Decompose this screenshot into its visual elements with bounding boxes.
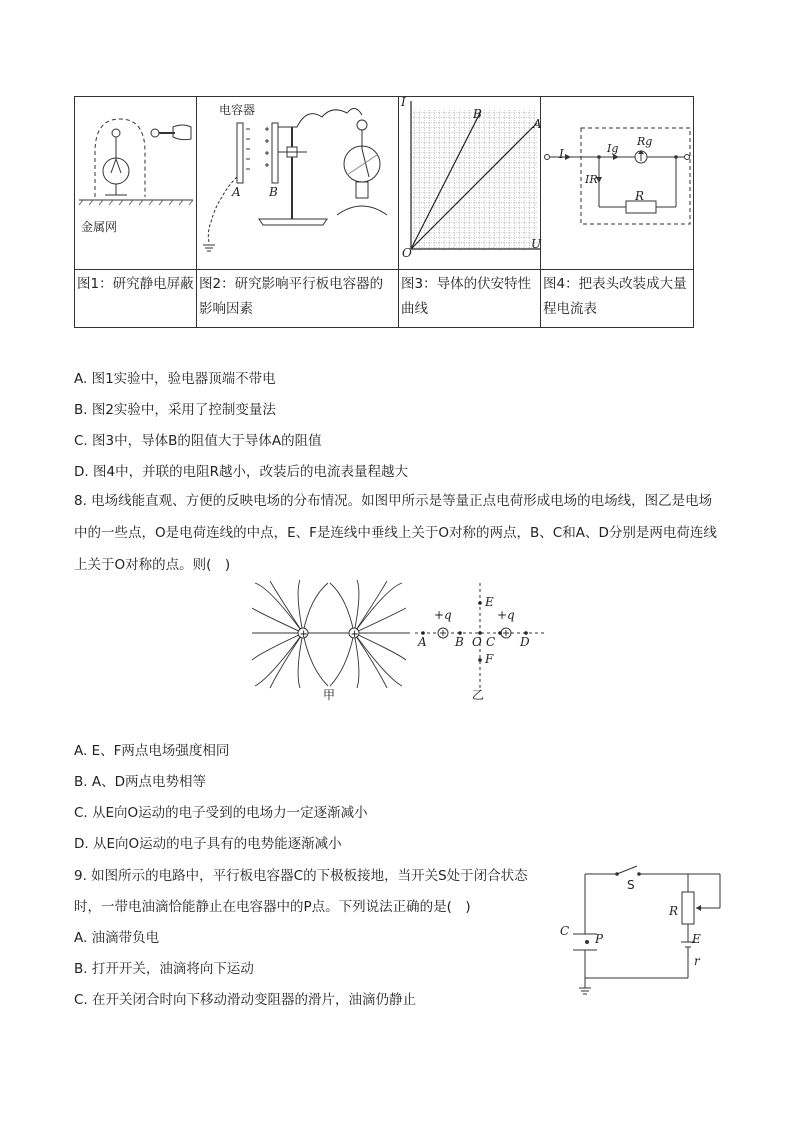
q9-label-p: P — [595, 932, 604, 946]
q7-option-b: B. 图2实验中，采用了控制变量法 — [74, 402, 276, 418]
figure-table — [74, 96, 694, 328]
fig2-label-a: A — [232, 185, 241, 199]
q8-field-lines-diagram — [250, 578, 550, 703]
q8-label-e: E — [485, 595, 494, 609]
q8-label-b: B — [455, 635, 464, 649]
q7-option-c: C. 图3中，导体B的阻值大于导体A的阻值 — [74, 433, 322, 449]
q9-option-c: C. 在开关闭合时向下移动滑动变阻器的滑片，油滴仍静止 — [74, 992, 417, 1008]
fig4-label-rg: Rg — [637, 135, 653, 148]
fig1-electroscope-diagram — [75, 97, 196, 269]
fig3-cell — [399, 97, 541, 270]
fig3-label-o: O — [402, 246, 412, 260]
q9-label-e: E — [692, 932, 701, 946]
q8-option-d: D. 从E向O运动的电子具有的电势能逐渐减小 — [74, 836, 342, 852]
fig4-label-i: I — [559, 147, 564, 161]
q9-option-b: B. 打开开关，油滴将向下运动 — [74, 961, 254, 977]
fig3-label-b: B — [473, 107, 482, 121]
fig2-capacitor-diagram — [197, 97, 398, 269]
fig3-label-u: U — [531, 237, 542, 251]
q8-option-c: C. 从E向O运动的电子受到的电场力一定逐渐减小 — [74, 805, 368, 821]
fig1-mesh-label: 金属网 — [81, 220, 118, 234]
fig4-ammeter-circuit — [541, 97, 693, 269]
q8-label-q2: +q — [497, 608, 515, 622]
q9-label-s: S — [627, 878, 635, 892]
q7-option-d: D. 图4中，并联的电阻R越小，改装后的电流表量程越大 — [74, 464, 408, 480]
fig4-label-ig: Ig — [607, 142, 619, 155]
q8-label-a: A — [418, 635, 427, 649]
q7-option-a: A. 图1实验中，验电器顶端不带电 — [74, 371, 276, 387]
q9-label-c: C — [560, 924, 570, 938]
q8-label-d: D — [520, 635, 530, 649]
fig4-label-ir: IR — [585, 173, 598, 186]
q8-figure — [250, 578, 550, 703]
q8-label-c: C — [486, 635, 496, 649]
fig3-label-a: A — [533, 117, 542, 131]
q8-option-b: B. A、D两点电势相等 — [74, 774, 206, 790]
q8-option-a: A. E、F两点电场强度相同 — [74, 743, 230, 759]
q9-label-r-internal: r — [694, 954, 700, 968]
q8-stem: 8. 电场线能直观、方便的反映电场的分布情况。如图甲所示是等量正点电荷形成电场的电场线，图乙是电场中的一些点，O是电荷连线的中点，E、F是连线中垂线上关于O对称的两点，B、C和A、D分别是两电荷连线上关于O对称的点。则( ) — [74, 493, 717, 573]
q9-label-r: R — [669, 904, 679, 918]
fig1-caption: 图1：研究静电屏蔽 — [75, 270, 197, 328]
q8-label-f: F — [485, 652, 494, 666]
q9-stem-line1: 9. 如图所示的电路中，平行板电容器C的下极板接地，当开关S处于闭合状态 — [74, 868, 528, 884]
fig4-caption: 图4：把表头改装成大量程电流表 — [541, 270, 694, 328]
fig1-cell — [75, 97, 197, 270]
q8-label-q1: +q — [434, 608, 452, 622]
q8-label-yi: 乙 — [472, 688, 485, 702]
fig2-caption: 图2：研究影响平行板电容器的影响因素 — [197, 270, 399, 328]
q9-stem-line2: 时，一带电油滴恰能静止在电容器中的P点。下列说法正确的是( ) — [74, 899, 471, 915]
svg-text:+: + — [350, 629, 359, 640]
fig2-cell — [197, 97, 399, 270]
fig3-label-i: I — [401, 95, 406, 109]
fig2-capacitor-label: 电容器 — [219, 103, 256, 117]
fig4-cell — [541, 97, 694, 270]
q9-option-a: A. 油滴带负电 — [74, 930, 160, 946]
q9-figure — [555, 862, 725, 1017]
svg-text:+: + — [299, 629, 308, 640]
q8-label-o: O — [472, 635, 482, 649]
fig2-label-b: B — [269, 185, 278, 199]
q8-label-jia: 甲 — [323, 688, 336, 702]
fig4-label-r: R — [635, 189, 645, 203]
fig3-caption: 图3：导体的伏安特性曲线 — [399, 270, 541, 328]
fig3-iv-graph — [399, 97, 540, 269]
